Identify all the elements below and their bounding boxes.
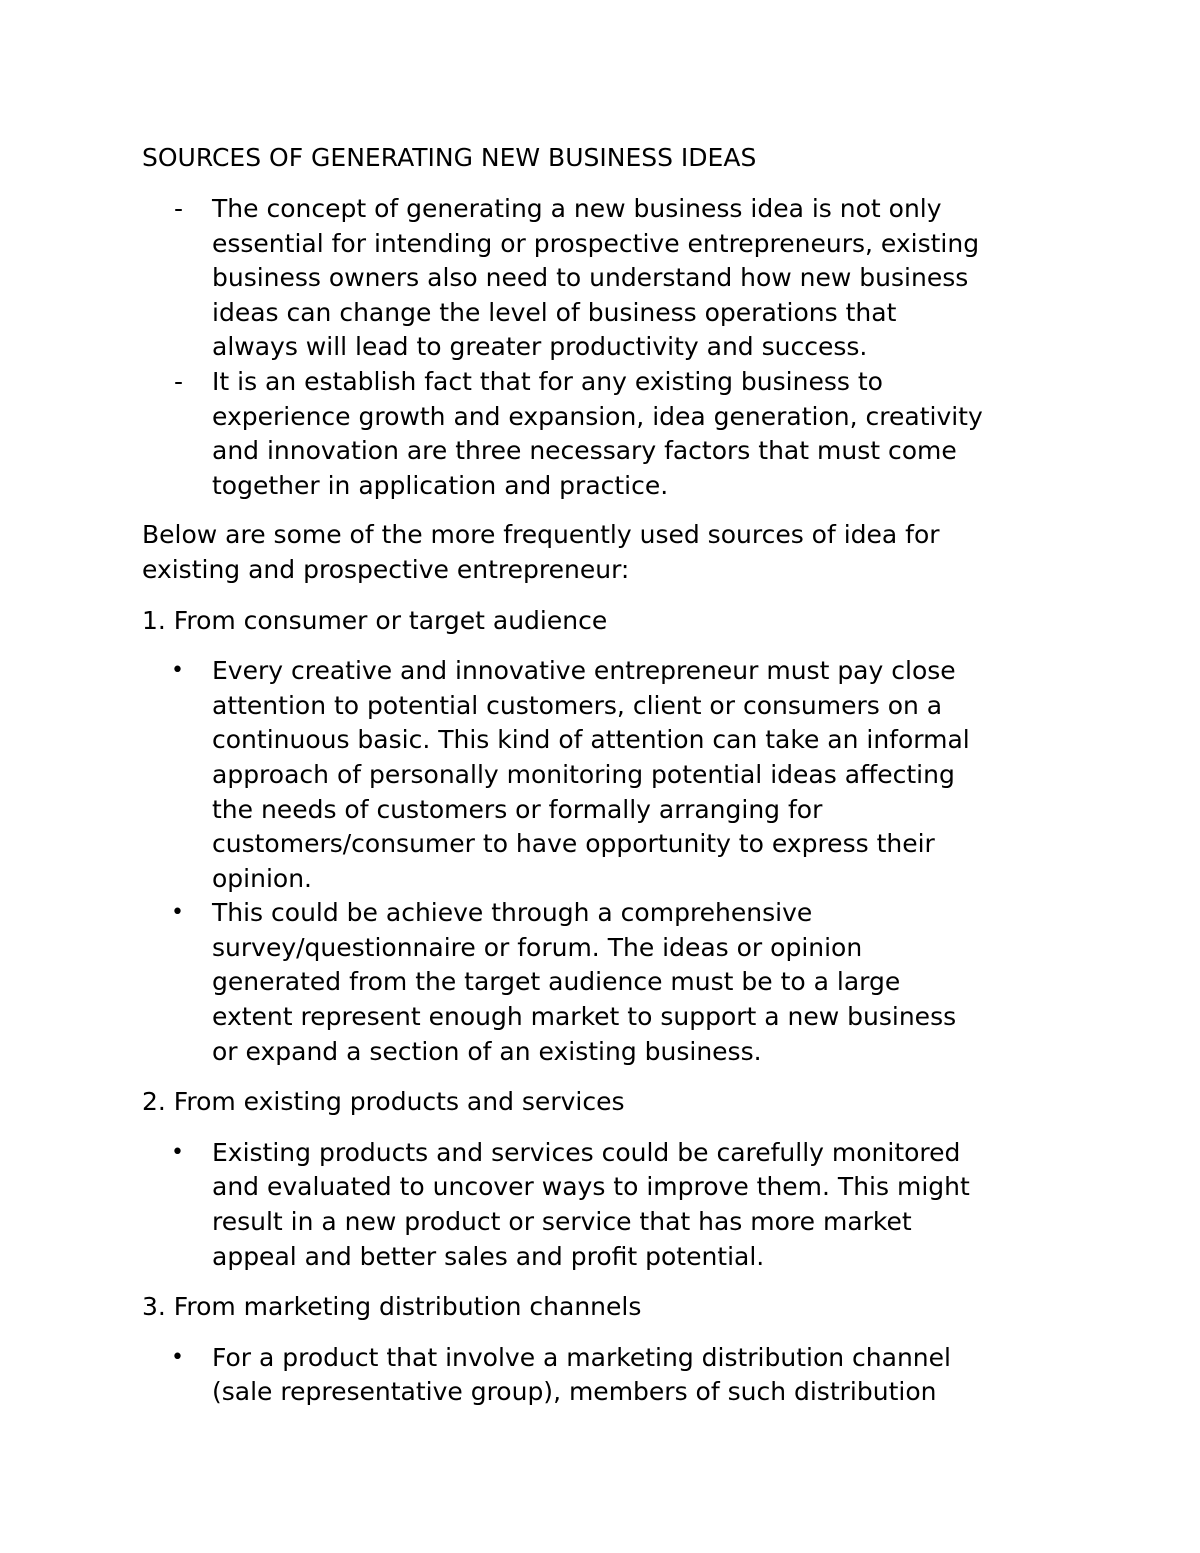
text-line: or expand a section of an existing business. xyxy=(212,1036,762,1066)
text-line: survey/questionnaire or forum. The ideas or opinion xyxy=(212,932,863,962)
text-line: The concept of generating a new business idea is not only xyxy=(212,194,942,223)
bullet-list xyxy=(142,1341,1072,1410)
dash-item xyxy=(142,365,1072,503)
section-heading: 2. From existing products and services xyxy=(142,1087,625,1117)
bullet-list xyxy=(142,1136,1072,1274)
text-line: Below are some of the more frequently used sources of idea for xyxy=(142,520,940,550)
text-line: continuous basic. This kind of attention can take an informal xyxy=(212,725,970,755)
text-line: extent represent enough market to support a new business xyxy=(212,1002,957,1032)
text-line: For a product that involve a marketing distribution channel xyxy=(212,1342,951,1372)
text-line: opinion. xyxy=(212,863,312,893)
text-line: This could be achieve through a comprehensive xyxy=(212,898,813,928)
document-title: SOURCES OF GENERATING NEW BUSINESS IDEAS xyxy=(142,143,757,172)
bullet-item xyxy=(142,896,1072,1069)
intro-dash-list xyxy=(142,192,1072,503)
text-line: generated from the target audience must be to a large xyxy=(212,967,901,997)
text-line: and innovation are three necessary factors that must come xyxy=(212,436,957,466)
bullet-item xyxy=(142,1341,1072,1410)
text-line: ideas can change the level of business operations that xyxy=(212,297,897,327)
text-line: Existing products and services could be carefully monitored xyxy=(212,1137,961,1167)
bullet-item xyxy=(142,654,1072,896)
text-line: Every creative and innovative entrepreneur must pay close xyxy=(212,656,956,686)
bullet-list xyxy=(142,654,1072,1069)
text-line: It is an establish fact that for any existing business to xyxy=(212,366,883,396)
text-line: (sale representative group), members of such distribution xyxy=(212,1377,937,1407)
bullet-marker: • xyxy=(171,1344,184,1370)
bullet-marker: • xyxy=(171,1139,184,1165)
section-heading: 1. From consumer or target audience xyxy=(142,605,608,635)
text-line: business owners also need to understand how new business xyxy=(212,263,969,293)
text-line: appeal and better sales and profit potential. xyxy=(212,1241,765,1271)
document-page xyxy=(142,141,1072,1410)
lead-paragraph xyxy=(142,518,1072,587)
bullet-marker: • xyxy=(171,900,184,926)
text-line: essential for intending or prospective entrepreneurs, existing xyxy=(212,228,980,258)
text-line: together in application and practice. xyxy=(212,470,669,500)
text-line: and evaluated to uncover ways to improve them. This might xyxy=(212,1172,970,1202)
text-line: experience growth and expansion, idea generation, creativity xyxy=(212,401,983,431)
text-line: customers/consumer to have opportunity to express their xyxy=(212,829,935,859)
dash-item xyxy=(142,192,1072,365)
text-line: attention to potential customers, client or consumers on a xyxy=(212,690,943,720)
dash-marker: - xyxy=(174,194,184,223)
dash-marker: - xyxy=(174,366,184,396)
section-heading: 3. From marketing distribution channels xyxy=(142,1292,642,1322)
text-line: approach of personally monitoring potential ideas affecting xyxy=(212,759,955,789)
text-line: result in a new product or service that has more market xyxy=(212,1207,912,1237)
text-line: always will lead to greater productivity and success. xyxy=(212,332,868,362)
bullet-item xyxy=(142,1136,1072,1274)
text-line: the needs of customers or formally arranging for xyxy=(212,794,823,824)
bullet-marker: • xyxy=(171,658,184,684)
text-line: existing and prospective entrepreneur: xyxy=(142,554,630,584)
